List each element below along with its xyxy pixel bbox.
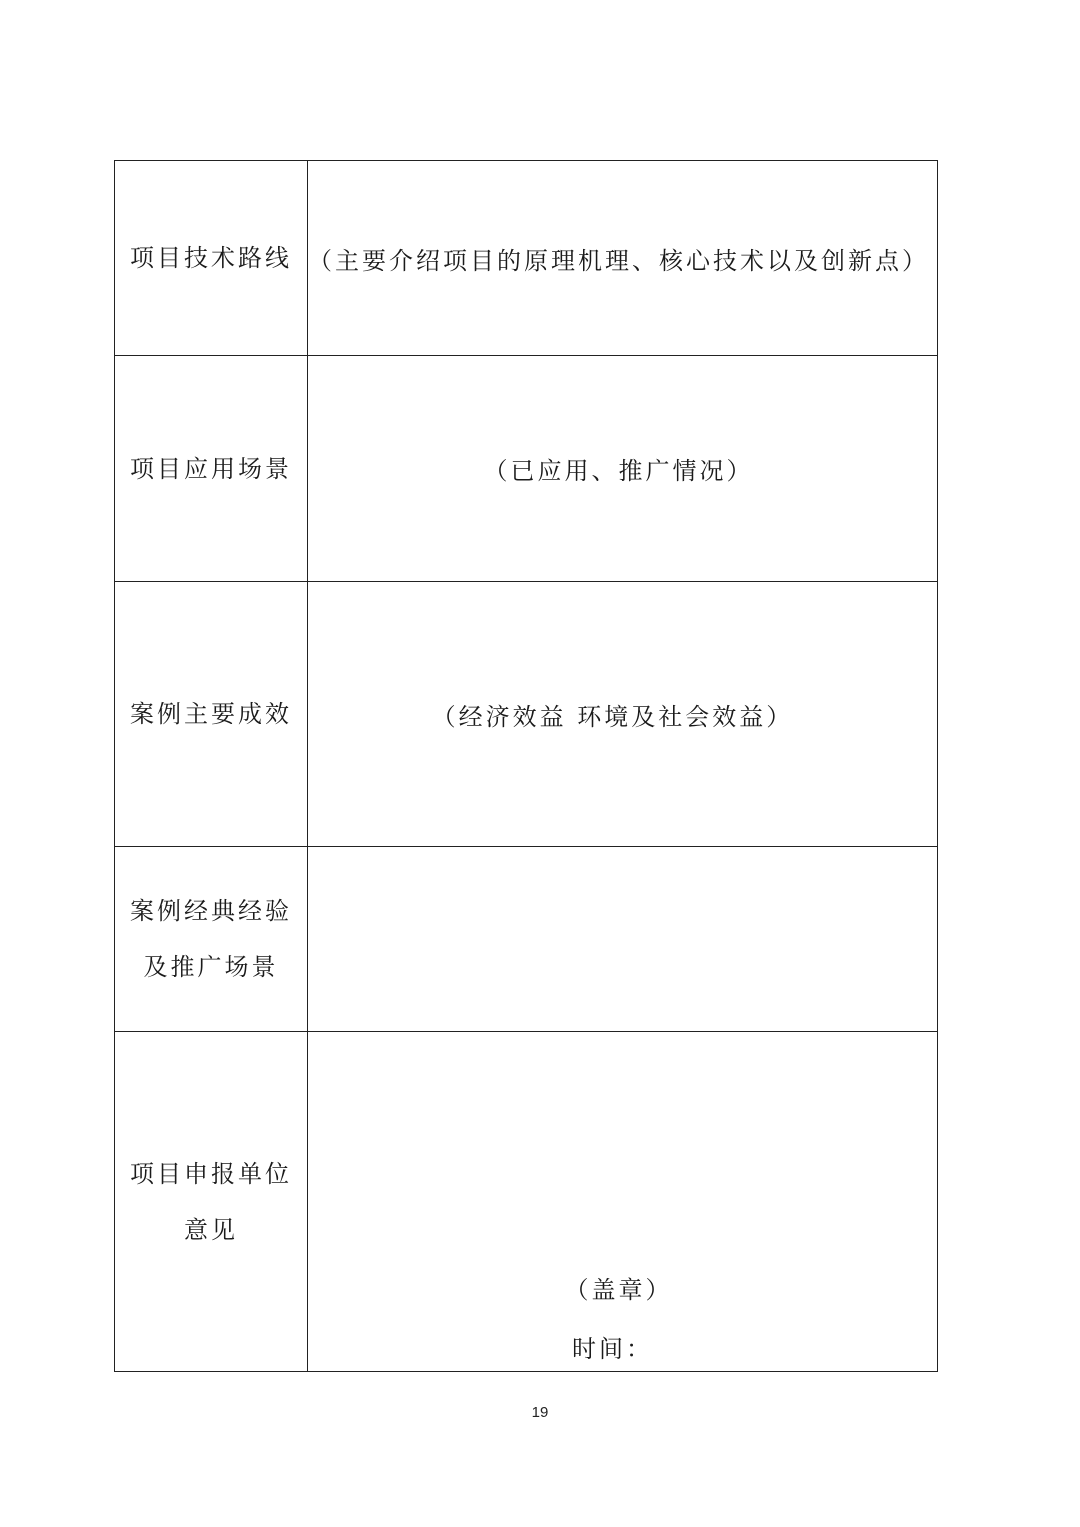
row-label-text: 项目技术路线	[130, 244, 292, 272]
row-label-application-scenario	[115, 356, 308, 582]
row-label-main-results	[115, 582, 308, 847]
form-row-applicant-opinion	[115, 1032, 938, 1372]
time-label: 时间：	[572, 1335, 653, 1363]
form-row-application-scenario	[115, 356, 938, 582]
row-label-text-line-1: 案例经典经验	[130, 897, 292, 925]
row-label-applicant-opinion	[115, 1032, 308, 1372]
row-label-text-line-2: 意见	[184, 1215, 238, 1244]
row-hint-text: （经济效益 环境及社会效益）	[431, 702, 794, 731]
form-row-main-results	[115, 582, 938, 847]
row-content-classic-experience[interactable]	[308, 847, 938, 1032]
row-label-text: 案例主要成效	[130, 700, 292, 728]
form-row-classic-experience	[115, 847, 938, 1032]
seal-label: （盖章）	[564, 1276, 673, 1304]
row-content-technical-route[interactable]	[308, 161, 938, 356]
row-label-technical-route	[115, 161, 308, 356]
form-row-technical-route	[115, 161, 938, 356]
row-label-text-line-2: 及推广场景	[143, 953, 279, 981]
row-hint-text: （已应用、推广情况）	[483, 457, 754, 485]
row-hint-text: （主要介绍项目的原理机理、核心技术以及创新点）	[308, 246, 929, 275]
application-form-table	[114, 160, 938, 1372]
row-label-text: 项目应用场景	[130, 454, 292, 483]
row-content-main-results[interactable]	[308, 582, 938, 847]
row-content-application-scenario[interactable]	[308, 356, 938, 582]
row-label-classic-experience	[115, 847, 308, 1032]
row-label-text-line-1: 项目申报单位	[130, 1159, 292, 1188]
page-number: 19	[531, 1404, 549, 1421]
row-content-applicant-opinion[interactable]	[308, 1032, 938, 1372]
